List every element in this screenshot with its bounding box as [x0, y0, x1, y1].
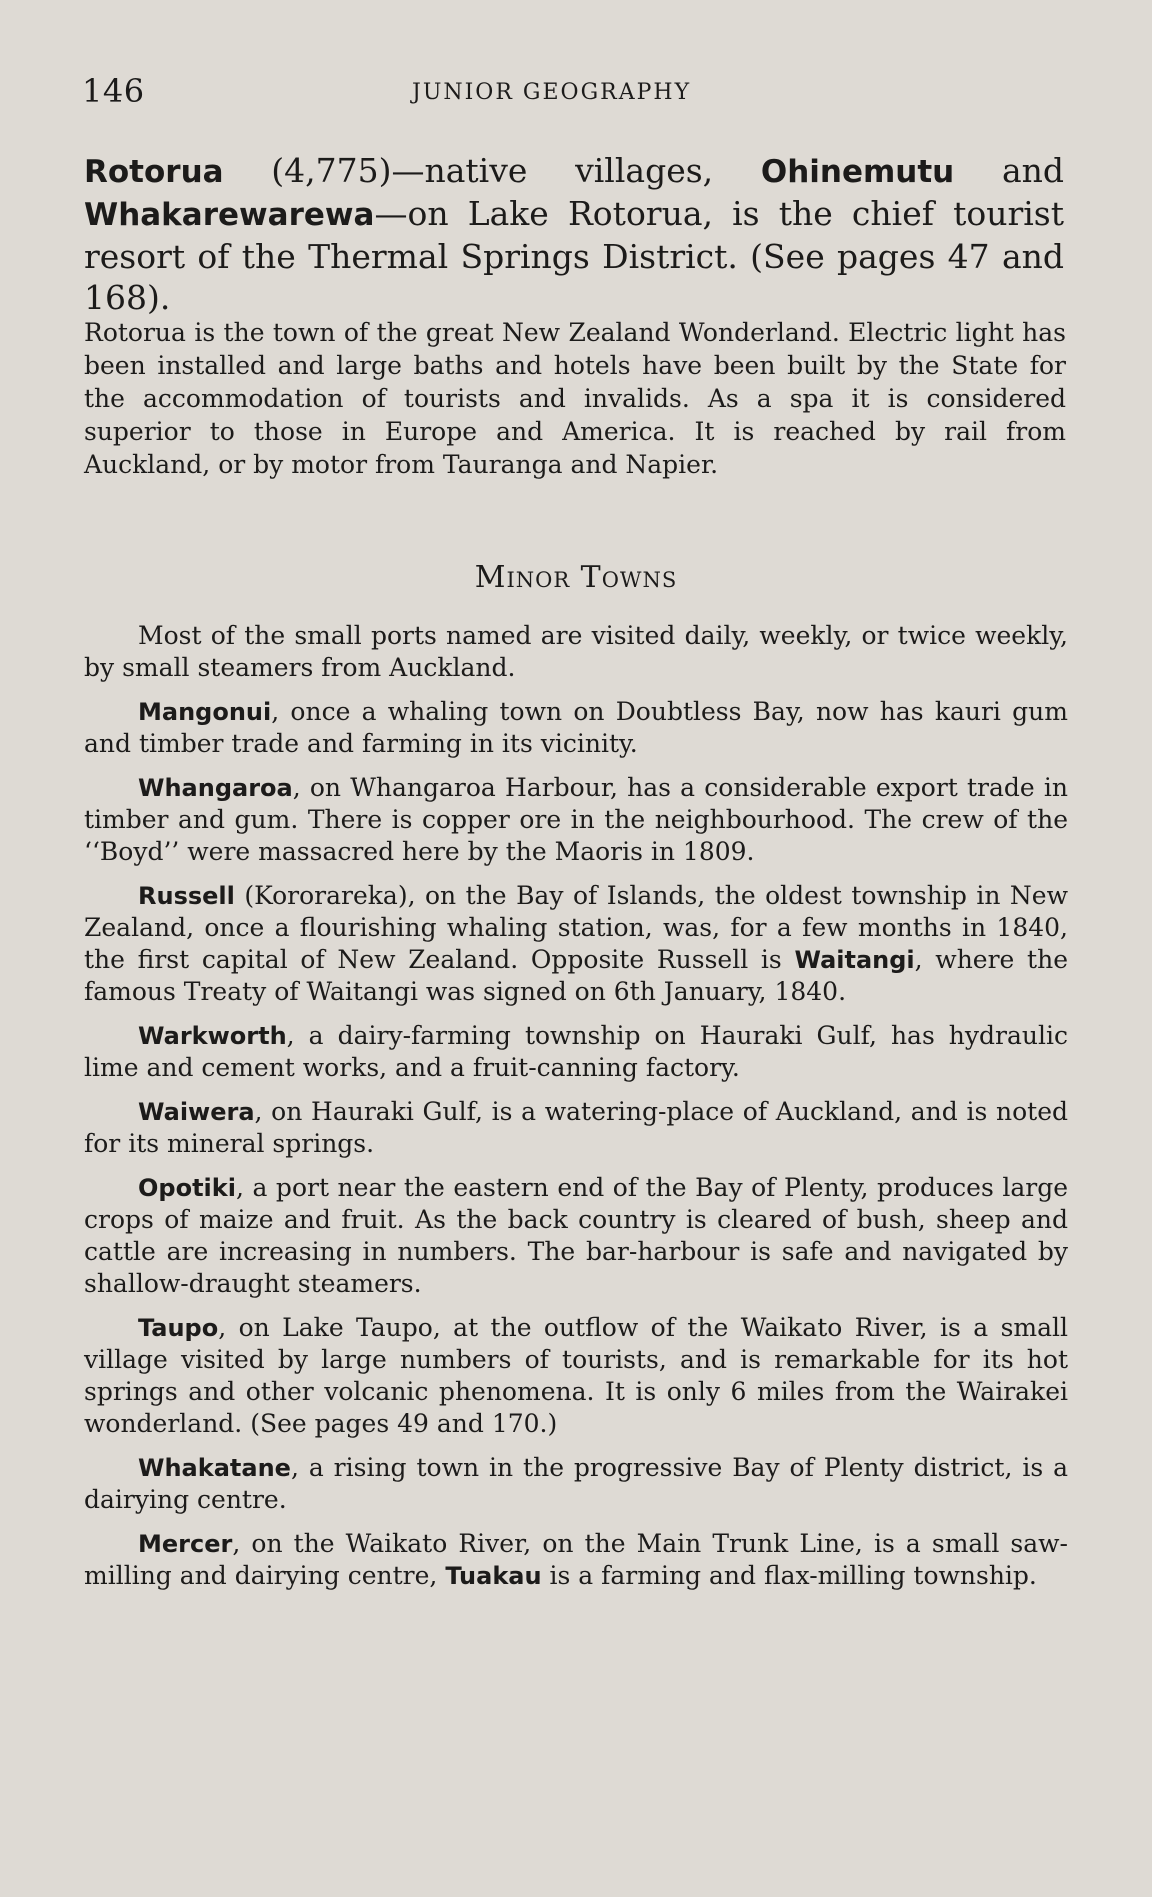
place-name: Mangonui — [138, 698, 272, 726]
whangaroa-paragraph — [84, 772, 1068, 868]
place-name-whakarewarewa: Whakarewarewa — [84, 197, 375, 233]
place-name: Whangaroa — [138, 774, 293, 802]
place-name: Russell — [138, 882, 235, 910]
mangonui-paragraph — [84, 696, 1068, 760]
whakatane-paragraph — [84, 1452, 1068, 1516]
lead-text: —on Lake Rotorua, is the chief tourist resort of the Thermal Springs District. (See pages 47 and 168). — [84, 194, 1064, 317]
paragraph-text: , a port near the eastern end of the Bay of Plenty, produces large crops of maize and fruit. As the back country is cleared of bush, sheep and cattle are increasing in numbers. The bar-harbour is safe and navigated by shallow-draught steamers. — [84, 1173, 1068, 1298]
rotorua-note: Rotorua is the town of the great New Zealand Wonderland. Electric light has been installed and large baths and hotels have been built by the State for the accommodation of tourists and invalids. As a spa it is considered superior to those in Europe and America. It is reached by rail from Auckland, or by motor from Tauranga and Napier. — [84, 318, 1066, 479]
mercer-paragraph — [84, 1528, 1068, 1592]
paragraph-text: , a dairy-farming township on Hauraki Gulf, has hydraulic lime and cement works, and a fruit-canning factory. — [84, 1021, 1068, 1082]
place-name: Tuakau — [445, 1562, 542, 1590]
place-name: Opotiki — [138, 1174, 236, 1202]
minor-towns-body — [84, 620, 1068, 1604]
paragraph-text: , on Hauraki Gulf, is a watering-place of Auckland, and is noted for its mineral springs. — [84, 1097, 1068, 1158]
paragraph-text: , on Lake Taupo, at the outflow of the Waikato River, is a small village visited by large numbers of tourists, and is remarkable for its hot springs and other volcanic phenomena. It is only 6 miles from the Wairakei wonderland. (See pages 49 and 170.) — [84, 1313, 1068, 1438]
place-name: Waitangi — [794, 946, 915, 974]
taupo-paragraph — [84, 1312, 1068, 1440]
running-title: JUNIOR GEOGRAPHY — [412, 80, 692, 105]
place-name: Waiwera — [138, 1098, 255, 1126]
place-name: Mercer — [138, 1530, 233, 1558]
opotiki-paragraph — [84, 1172, 1068, 1300]
paragraph-text: is a farming and flax-milling township. — [541, 1561, 1037, 1590]
place-name: Taupo — [138, 1314, 219, 1342]
place-name-rotorua: Rotorua — [84, 154, 224, 190]
waiwera-paragraph — [84, 1096, 1068, 1160]
warkworth-paragraph — [84, 1020, 1068, 1084]
place-name: Warkworth — [138, 1022, 287, 1050]
lead-text: (4,775)—native villages, — [223, 151, 761, 190]
paragraph-text: , on the Waikato River, on the Main Trunk Line, is a small saw-milling and dairying centre, — [84, 1529, 1068, 1590]
russell-paragraph — [84, 880, 1068, 1008]
paragraph-text: , a rising town in the progressive Bay of Plenty district, is a dairying centre. — [84, 1453, 1068, 1514]
rotorua-paragraph — [84, 150, 1064, 318]
paragraph-text: (Kororareka), on the Bay of Islands, the oldest township in New Zealand, once a flourishing whaling station, was, for a few months in 1840, the first capital of New Zealand. Opposite Russell is — [84, 881, 1068, 974]
place-name-ohinemutu: Ohinemutu — [760, 154, 955, 190]
place-name: Whakatane — [138, 1454, 291, 1482]
paragraph-text: , once a whaling town on Doubtless Bay, now has kauri gum and timber trade and farming in its vicinity. — [84, 697, 1068, 758]
running-header — [82, 72, 1072, 112]
paragraph-text: , where the famous Treaty of Waitangi was signed on 6th January, 1840. — [84, 945, 1068, 1006]
lead-text: and — [954, 151, 1064, 190]
page-number: 146 — [82, 72, 145, 110]
section-heading: Minor Towns — [474, 560, 678, 595]
paragraph-text: , on Whangaroa Harbour, has a considerable export trade in timber and gum. There is copper ore in the neighbourhood. The crew of the ‘‘Boyd’’ were massacred here by the Maoris in 1809. — [84, 773, 1068, 866]
intro-paragraph: Most of the small ports named are visited daily, weekly, or twice weekly, by small steamers from Auckland. — [84, 621, 1068, 682]
